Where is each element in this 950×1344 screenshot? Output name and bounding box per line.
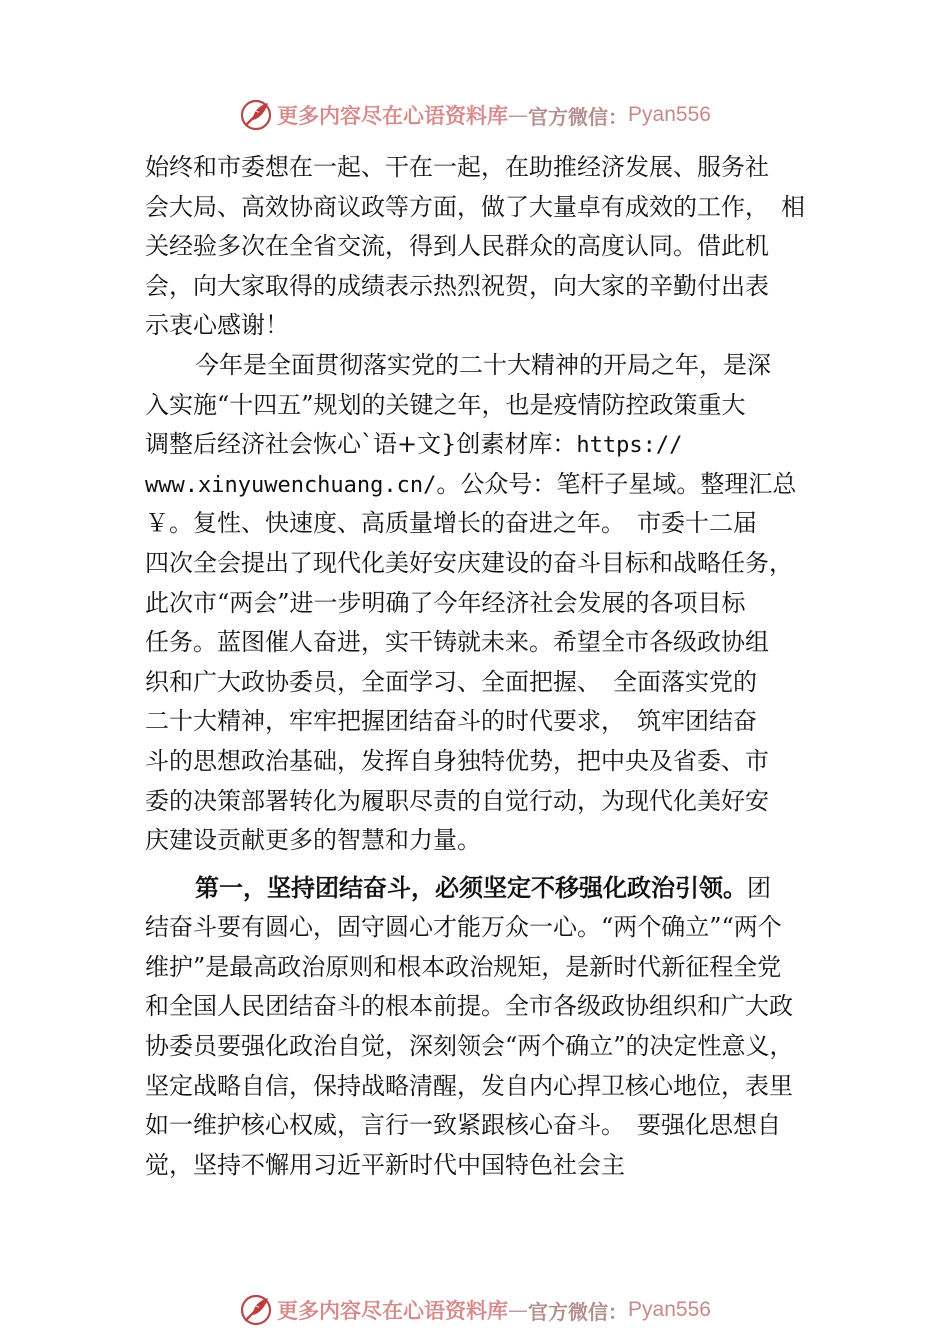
banner-main-text: 更多内容尽在心语资料库: [277, 1298, 509, 1323]
text-line: 维护”是最高政治原则和根本政治规矩，是新时代新征程全党: [145, 952, 782, 981]
banner-wechat-id: Pyan556: [628, 1298, 711, 1321]
text-line: 任务。蓝图催人奋进，实干铸就未来。希望全市各级政协组: [145, 628, 769, 657]
text-line: ￥。复性、快速度、高质量增长的奋进之年。 市委十二届: [145, 509, 757, 538]
text-line: 会，向大家取得的成绩表示热烈祝贺，向大家的辛勤付出表: [145, 271, 769, 300]
text-line: 示衷心感谢！: [145, 311, 289, 340]
quill-logo-icon: [239, 1293, 273, 1327]
text-line: 入实施“十四五”规划的关键之年，也是疫情防控政策重大: [145, 390, 746, 419]
text-line: 觉，坚持不懈用习近平新时代中国特色社会主: [145, 1150, 625, 1179]
banner-main-text: 更多内容尽在心语资料库: [277, 103, 509, 128]
section-heading: 第一，坚持团结奋斗，必须坚定不移强化政治引领。: [195, 873, 747, 902]
banner-wechat-label: 官方微信：: [528, 1299, 629, 1324]
banner-separator: —: [508, 103, 529, 127]
text-segment: 调整后经济社会恢心`语+文}创素材库：: [145, 430, 577, 459]
text-line: 如一维护核心权威，言行一致紧跟核心奋斗。 要强化思想自: [145, 1111, 781, 1140]
text-line: 协委员要强化政治自觉，深刻领会“两个确立”的决定性意义，: [145, 1032, 794, 1061]
banner-separator: —: [508, 1298, 529, 1322]
url-text-segment: www.xinyuwenchuang.cn/: [145, 472, 437, 498]
header-banner: [0, 95, 950, 135]
text-segment: 。公众号：笔杆子星域。整理汇总: [436, 469, 797, 498]
quill-logo-icon: [239, 98, 273, 132]
url-text-segment: https://: [576, 433, 683, 459]
text-line: 此次市“两会”进一步明确了今年经济社会发展的各项目标: [145, 588, 746, 617]
text-line: 斗的思想政治基础，发挥自身独特优势，把中央及省委、市: [145, 746, 769, 775]
text-line: 四次全会提出了现代化美好安庆建设的奋斗目标和战略任务，: [145, 548, 793, 577]
text-line: 织和广大政协委员，全面学习、全面把握、 全面落实党的: [145, 667, 757, 696]
text-segment: 团: [747, 873, 771, 902]
text-line: [145, 425, 845, 465]
text-line: 委的决策部署转化为履职尽责的自觉行动，为现代化美好安: [145, 786, 769, 815]
text-line: 始终和市委想在一起、干在一起，在助推经济发展、服务社: [145, 153, 769, 181]
text-line: 坚定战略自信，保持战略清醒，发自内心捍卫核心地位，表里: [145, 1071, 793, 1100]
banner-wechat-id: Pyan556: [628, 103, 711, 126]
text-line: 和全国人民团结奋斗的根本前提。全市各级政协组织和广大政: [145, 992, 793, 1021]
section-heading-line: [145, 869, 845, 909]
text-line: 二十大精神，牢牢把握团结奋斗的时代要求， 筑牢团结奋: [145, 707, 757, 736]
paragraph-start-line: 今年是全面贯彻落实党的二十大精神的开局之年，是深: [195, 350, 771, 379]
document-body: [145, 148, 845, 1185]
banner-wechat-label: 官方微信：: [528, 104, 629, 129]
text-line: 会大局、高效协商议政等方面，做了大量卓有成效的工作， 相: [145, 192, 805, 221]
text-line: [145, 465, 845, 505]
text-line: 庆建设贡献更多的智慧和力量。: [145, 826, 481, 855]
text-line: 关经验多次在全省交流，得到人民群众的高度认同。借此机: [145, 232, 769, 261]
footer-banner: [0, 1290, 950, 1330]
text-line: 结奋斗要有圆心，固守圆心才能万众一心。“两个确立”“两个: [145, 913, 782, 942]
